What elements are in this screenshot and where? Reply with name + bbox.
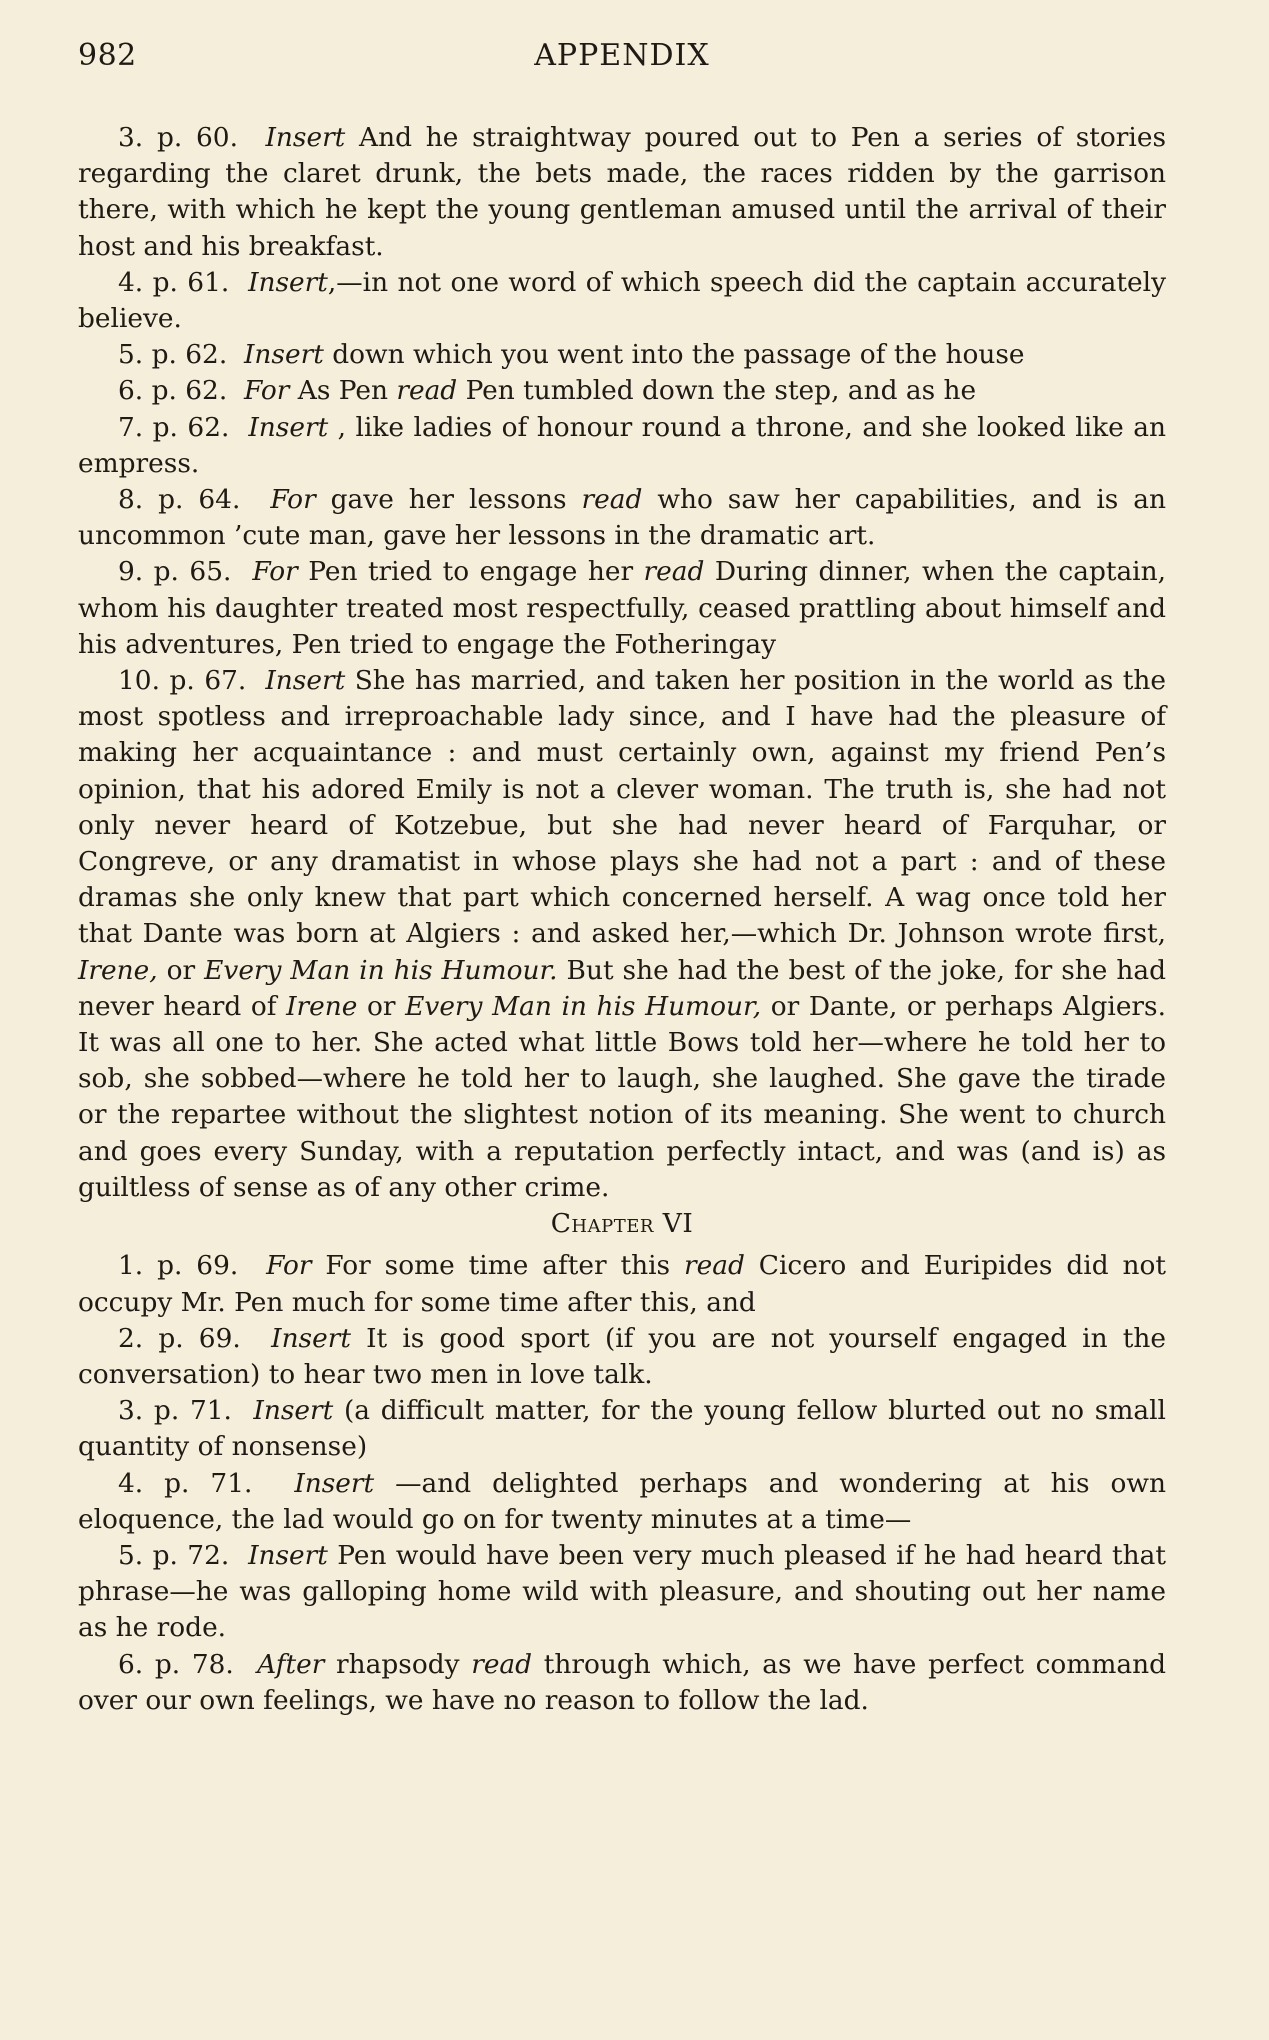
entry-text: Pen tumbled down the step, and as he (457, 375, 977, 407)
entry-instruction: For (266, 1250, 312, 1282)
entry-instruction: Insert (248, 266, 328, 298)
emendation-entry (78, 373, 1166, 409)
entry-instruction: Insert (244, 339, 324, 371)
entry-read: read (471, 1648, 533, 1680)
entry-text: And he straightway poured out to Pen a series of stories regarding the claret drunk, the bets made, the races ridden by the garrison there, with which he kept the young gentleman amused until the arrival of their host and his breakfast. (78, 122, 1166, 262)
entry-text: It is good sport (if you are not yourself engaged in the conversation) to hear two men in love talk. (78, 1322, 1166, 1390)
entry-instruction: Insert (265, 122, 346, 153)
entry-ref: 1. p. 69. (118, 1250, 239, 1282)
entry-ref: 4. p. 61. (118, 266, 230, 298)
entry-instruction: Insert (253, 1395, 334, 1427)
entry-text: or Dante, or perhaps Algiers. It was all one to her. She acted what little Bows told her—where he told her to sob, she sobbed—where he told her to laugh, she laughed. She gave the tirade or the repartee without the slightest notion of its meaning. She went to church and goes every Sunday, with a reputation perfectly intact, and was (and is) as guiltless of sense as of any other crime. (78, 990, 1166, 1203)
entry-instruction: Insert (248, 411, 329, 443)
entry-text: Pen tried to engage her (297, 556, 644, 588)
entry-text: But she had the best of the joke, for she had never heard of (78, 954, 1166, 1022)
emendation-entry (78, 1538, 1166, 1647)
play-title: Irene, (78, 954, 158, 986)
emendation-entry (78, 1393, 1166, 1465)
entry-instruction: Insert (265, 665, 346, 697)
entry-text: —and delighted perhaps and wondering at his own eloquence, the lad would go on for twenty minutes at a time— (78, 1467, 1167, 1535)
appendix-text (78, 120, 1166, 1719)
page-header (78, 38, 1166, 86)
entry-ref: 10. p. 67. (118, 665, 247, 697)
entry-ref: 7. p. 62. (118, 411, 230, 443)
entry-text: For some time after this (311, 1250, 684, 1282)
entry-ref: 8. p. 64. (118, 484, 241, 516)
entry-text: or (157, 954, 205, 986)
running-head: APPENDIX (534, 38, 710, 73)
entry-instruction: For (270, 484, 316, 516)
emendation-entry (78, 1321, 1166, 1393)
entry-text: (a difficult matter, for the young fellow blurted out no small quantity of nonsense) (78, 1395, 1166, 1463)
entry-text: Pen would have been very much pleased if he had heard that phrase—he was galloping home wild with pleasure, and shouting out her name as he rode. (78, 1539, 1166, 1644)
entry-text: During dinner, when the captain, whom his daughter treated most respectfully, ceased prattling about himself and his adventures, Pen tried to engage the Fotheringay (78, 556, 1167, 660)
emendation-entry (78, 1248, 1166, 1320)
entry-ref: 6. p. 78. (118, 1648, 234, 1680)
emendation-entry (78, 1466, 1166, 1538)
entry-instruction: For (244, 375, 290, 407)
entry-instruction: Insert (271, 1322, 351, 1354)
entry-ref: 6. p. 62. (118, 375, 228, 407)
entry-text: gave her lessons (315, 484, 582, 516)
entry-text: , like ladies of honour round a throne, and she looked like an empress. (78, 411, 1166, 479)
entry-read: read (581, 484, 643, 516)
chapter-heading: Chapter VI (550, 1208, 694, 1240)
entry-instruction: After (257, 1648, 325, 1680)
entry-ref: 3. p. 60. (118, 122, 238, 153)
emendation-entry (78, 482, 1166, 554)
play-title: Irene (286, 990, 358, 1022)
entry-ref: 5. p. 62. (118, 339, 228, 371)
entry-instruction: Insert (294, 1467, 375, 1499)
entry-instruction: For (252, 556, 298, 588)
emendation-entry (78, 337, 1166, 373)
entry-ref: 3. p. 71. (118, 1395, 232, 1427)
emendation-entry (78, 120, 1166, 265)
entry-text: who saw her capabilities, and is an uncommon ’cute man, gave her lessons in the dramatic art. (78, 484, 1167, 552)
entry-text: As Pen (289, 375, 397, 407)
entry-ref: 4. p. 71. (118, 1467, 253, 1499)
emendation-entry (78, 1647, 1166, 1719)
emendation-entry (78, 663, 1166, 1206)
play-title: Every Man in his Humour. (204, 954, 558, 986)
entry-read: read (396, 375, 458, 407)
play-title: Every Man in his Humour, (405, 990, 762, 1022)
entry-ref: 2. p. 69. (118, 1322, 241, 1354)
entry-text: down which you went into the passage of the house (323, 339, 1025, 371)
entry-text: Cicero and Euripides did not occupy Mr. Pen much for some time after this, and (78, 1250, 1167, 1318)
entry-text: rhapsody (324, 1648, 472, 1680)
entry-read: read (684, 1250, 745, 1282)
entry-text: through which, as we have perfect command over our own feelings, we have no reason to follow the lad. (78, 1648, 1166, 1716)
entry-text: ,—in not one word of which speech did the captain accurately believe. (78, 266, 1166, 335)
emendation-entry (78, 554, 1166, 663)
entry-text: She has married, and taken her position in the world as the most spotless and irreproachable lady since, and I have had the pleasure of making her acquaintance : and must certainly own, against my friend Pen’s opinion, that his adored Emily is not a clever woman. The truth is, she had not only never heard of Kotzebue, but she had never heard of Farquhar, or Congreve, or any dramatist in whose plays she had not a part : and of these dramas she only knew that part which concerned herself. A wag once told her that Dante was born at Algiers : and asked her,—which Dr. Johnson wrote first, (78, 665, 1166, 950)
entry-instruction: Insert (248, 1539, 328, 1571)
emendation-entry (78, 410, 1166, 482)
emendation-entry (78, 265, 1166, 337)
page-number: 982 (78, 38, 137, 73)
entry-read: read (643, 556, 705, 588)
entry-ref: 9. p. 65. (118, 556, 232, 588)
entry-ref: 5. p. 72. (118, 1539, 230, 1571)
entry-text: or (357, 990, 406, 1022)
book-page (78, 38, 1166, 1719)
